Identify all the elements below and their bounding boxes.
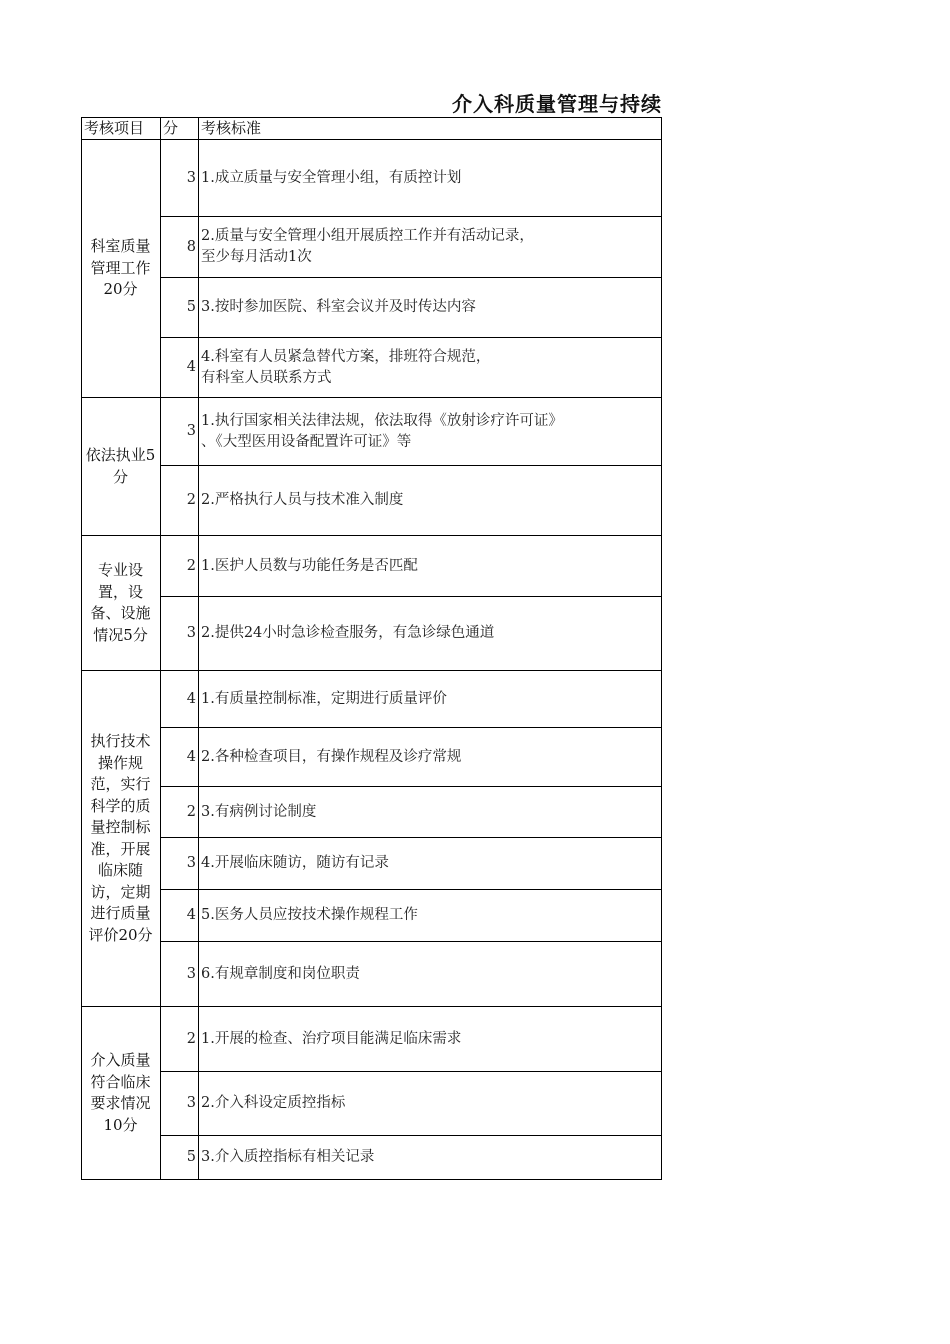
criteria-cell: 1.医护人员数与功能任务是否匹配 [201,557,418,574]
criteria-cell: 1.成立质量与安全管理小组，有质控计划 [201,169,462,186]
score-cell: 3 [186,423,196,439]
grid-line [661,117,662,1180]
criteria-cell: 6.有规章制度和岗位职责 [201,965,360,982]
criteria-cell: 2.严格执行人员与技术准入制度 [201,492,404,508]
score-cell: 5 [186,299,196,315]
score-cell: 2 [186,557,196,574]
score-cell: 4 [186,907,196,923]
criteria-cell: 1.开展的检查、治疗项目能满足临床需求 [201,1030,462,1047]
category-cell: 科室质量管理工作20分 [90,237,151,299]
criteria-cell: 2.提供24小时急诊检查服务，有急诊绿色通道 [201,625,495,641]
criteria-cell: 4.开展临床随访，随访有记录 [201,855,389,871]
grid-line [81,1179,662,1180]
criteria-cell: 4.科室有人员紧急替代方案，排班符合规范， 有科室人员联系方式 [201,348,491,386]
criteria-cell: 5.医务人员应按技术操作规程工作 [201,907,418,923]
score-cell: 8 [186,238,196,255]
score-cell: 3 [186,965,196,982]
category-cell: 介入质量符合临床要求情况10分 [90,1051,151,1134]
grid-line [81,117,82,1180]
score-cell: 4 [186,748,196,765]
score-cell: 3 [186,169,196,186]
category-cell: 专业设置，设备、设施情况5分 [90,561,151,644]
page-title: 介入科质量管理与持续 [452,92,662,116]
category-cell: 执行技术操作规范，实行科学的质量控制标准，开展临床随访，定期进行质量评价20分 [88,732,153,944]
criteria-cell: 3.有病例讨论制度 [201,803,317,820]
criteria-cell: 1.执行国家相关法律法规，依法取得《放射诊疗许可证》 、《大型医用设备配置许可证》等 [201,412,563,450]
header-score: 分 [163,118,179,137]
header-item: 考核项目 [84,118,145,137]
score-cell: 3 [186,855,196,871]
score-cell: 4 [186,359,196,375]
criteria-cell: 1.有质量控制标准，定期进行质量评价 [201,690,447,707]
score-cell: 4 [186,690,196,707]
criteria-cell: 2.质量与安全管理小组开展质控工作并有活动记录， 至少每月活动1次 [201,228,534,265]
grid-line [81,117,662,118]
criteria-cell: 3.介入质控指标有相关记录 [201,1149,375,1165]
score-cell: 2 [186,803,196,820]
score-cell: 2 [186,492,196,508]
criteria-cell: 2.介入科设定质控指标 [201,1095,346,1111]
score-cell: 3 [186,1095,196,1111]
criteria-cell: 3.按时参加医院、科室会议并及时传达内容 [201,299,476,315]
score-cell: 3 [186,625,196,641]
category-cell: 依法执业5分 [85,446,156,486]
score-cell: 2 [186,1030,196,1047]
header-criteria: 考核标准 [201,118,262,137]
criteria-cell: 2.各种检查项目，有操作规程及诊疗常规 [201,748,462,765]
score-cell: 5 [186,1149,196,1165]
grid-line [198,117,199,1180]
grid-line [160,117,161,1180]
